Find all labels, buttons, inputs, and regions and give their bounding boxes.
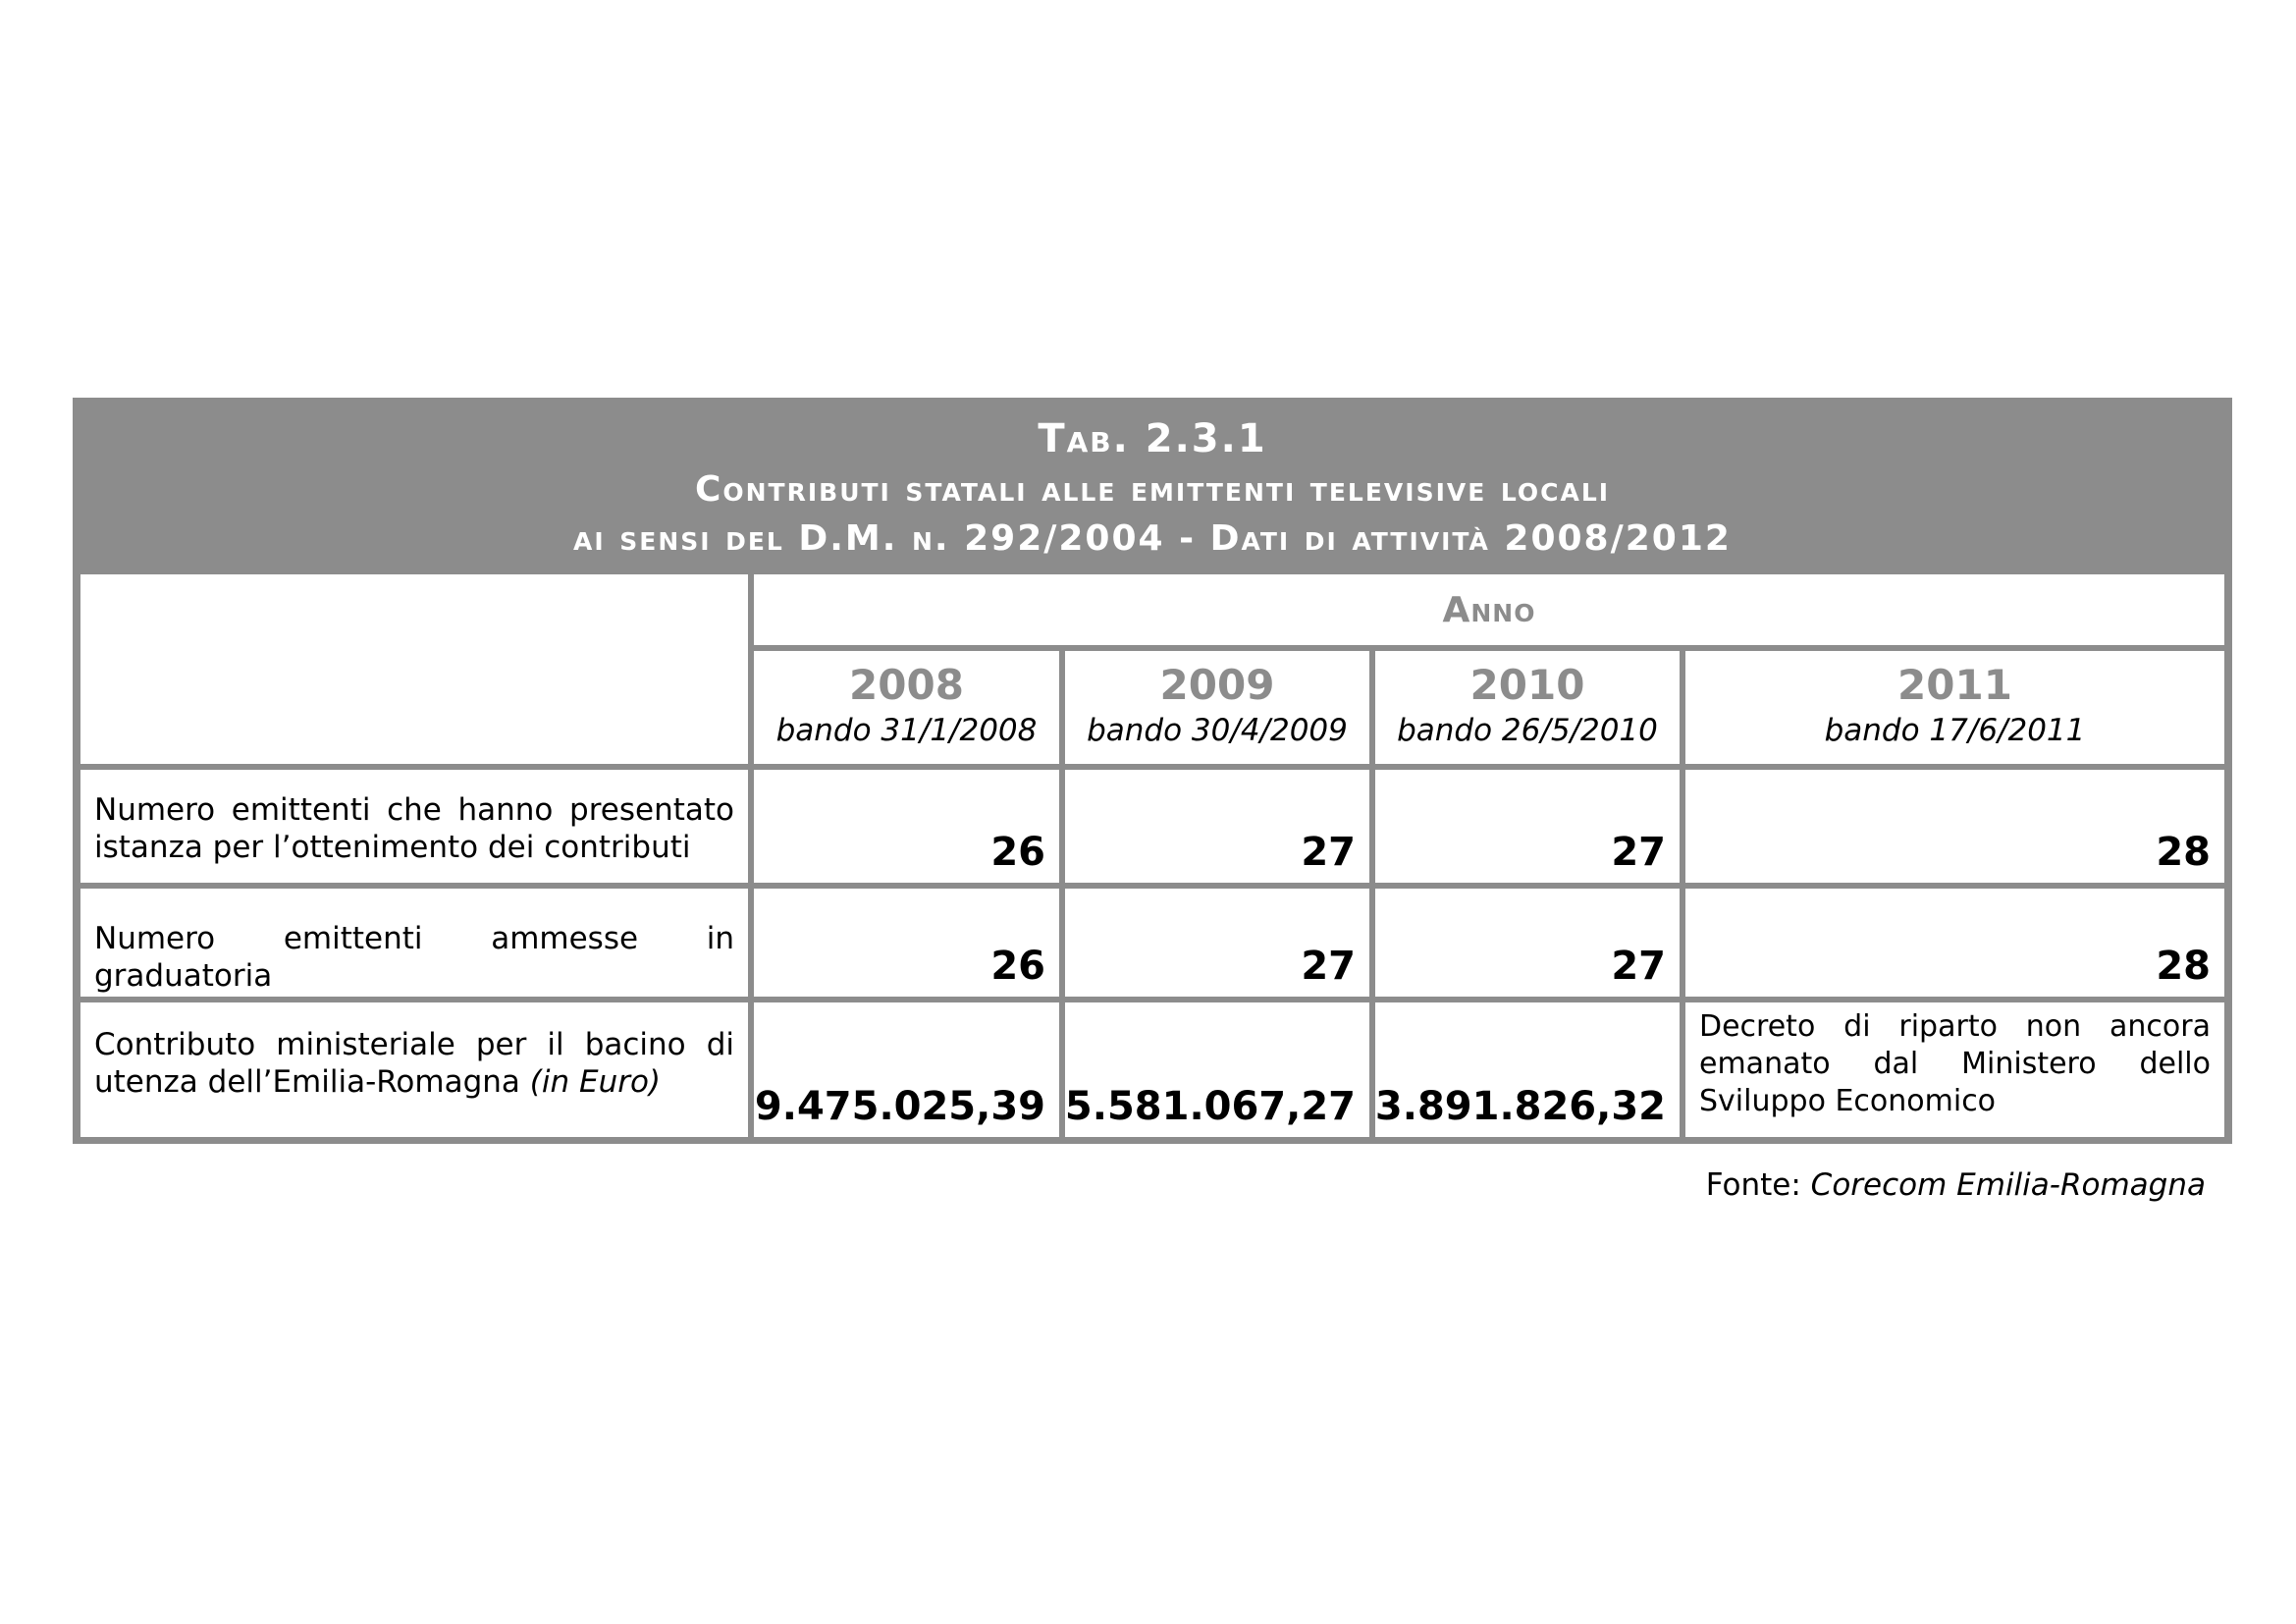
- column-year: 2009: [1159, 661, 1275, 709]
- cell-value: 9.475.025,39: [754, 1084, 1045, 1129]
- table-row-label: [80, 1002, 748, 1137]
- table-cell: [754, 889, 1059, 997]
- table-cell: [1375, 770, 1680, 883]
- column-header-2008: [754, 651, 1059, 764]
- cell-value: 27: [1611, 944, 1666, 989]
- cell-value: 27: [1301, 944, 1356, 989]
- cell-value: 26: [990, 830, 1045, 875]
- column-bando: bando 30/4/2009: [1087, 713, 1348, 748]
- table-title-block: [73, 398, 2232, 574]
- cell-value: 27: [1301, 830, 1356, 875]
- table-cell: [1065, 889, 1369, 997]
- column-bando: bando 31/1/2008: [775, 713, 1038, 748]
- table-cell: [1375, 889, 1680, 997]
- column-header-2010: [1375, 651, 1680, 764]
- table-cell: [1065, 1002, 1369, 1137]
- table-title: Contributi statali alle emittenti televisive locali: [694, 469, 1611, 510]
- row-label-text: Numero emittenti ammesse in graduatoria: [94, 921, 734, 994]
- table-subtitle: ai sensi del D.M. n. 292/2004 - Dati di attività 2008/2012: [573, 518, 1732, 559]
- table-cell: [754, 1002, 1059, 1137]
- cell-value: 27: [1611, 830, 1666, 875]
- table-cell: [1685, 889, 2224, 997]
- column-bando: bando 26/5/2010: [1397, 713, 1658, 748]
- table-cell: [754, 770, 1059, 883]
- column-year: 2011: [1897, 661, 2012, 709]
- column-year: 2010: [1469, 661, 1585, 709]
- table-cell: [1065, 770, 1369, 883]
- cell-value: 5.581.067,27: [1064, 1084, 1356, 1129]
- source-note: [1706, 1166, 2206, 1204]
- cell-value: 28: [2156, 944, 2211, 989]
- cell-value: 26: [990, 944, 1045, 989]
- table-cell-note: [1685, 1002, 2224, 1137]
- source-name: Corecom Emilia-Romagna: [1810, 1167, 2206, 1203]
- row-label-unit: (in Euro): [529, 1064, 662, 1100]
- column-bando: bando 17/6/2011: [1824, 713, 2086, 748]
- row-label-main: Contributo ministeriale per il bacino di utenza dell’Emilia-Romagna: [94, 1027, 734, 1100]
- data-table: [73, 398, 2232, 1144]
- decree-note: Decreto di riparto non ancora emanato dal Ministero dello Sviluppo Economico: [1699, 1009, 2211, 1118]
- table-number: Tab. 2.3.1: [1038, 416, 1267, 461]
- table-row-label: [80, 770, 748, 883]
- anno-label: Anno: [1442, 589, 1536, 630]
- row-label-text: [94, 1026, 734, 1101]
- table-row-label: [80, 889, 748, 997]
- cell-value: 28: [2156, 830, 2211, 875]
- anno-header-cell: [754, 574, 2224, 645]
- table-cell: [1685, 770, 2224, 883]
- column-year: 2008: [849, 661, 964, 709]
- source-prefix: Fonte:: [1705, 1167, 1801, 1203]
- column-header-2009: [1065, 651, 1369, 764]
- column-header-2011: [1685, 651, 2224, 764]
- cell-value: 3.891.826,32: [1374, 1084, 1666, 1129]
- row-label-text: Numero emittenti che hanno presentato istanza per l’ottenimento dei contributi: [94, 792, 734, 865]
- table-cell: [1375, 1002, 1680, 1137]
- header-empty-cell: [80, 574, 748, 764]
